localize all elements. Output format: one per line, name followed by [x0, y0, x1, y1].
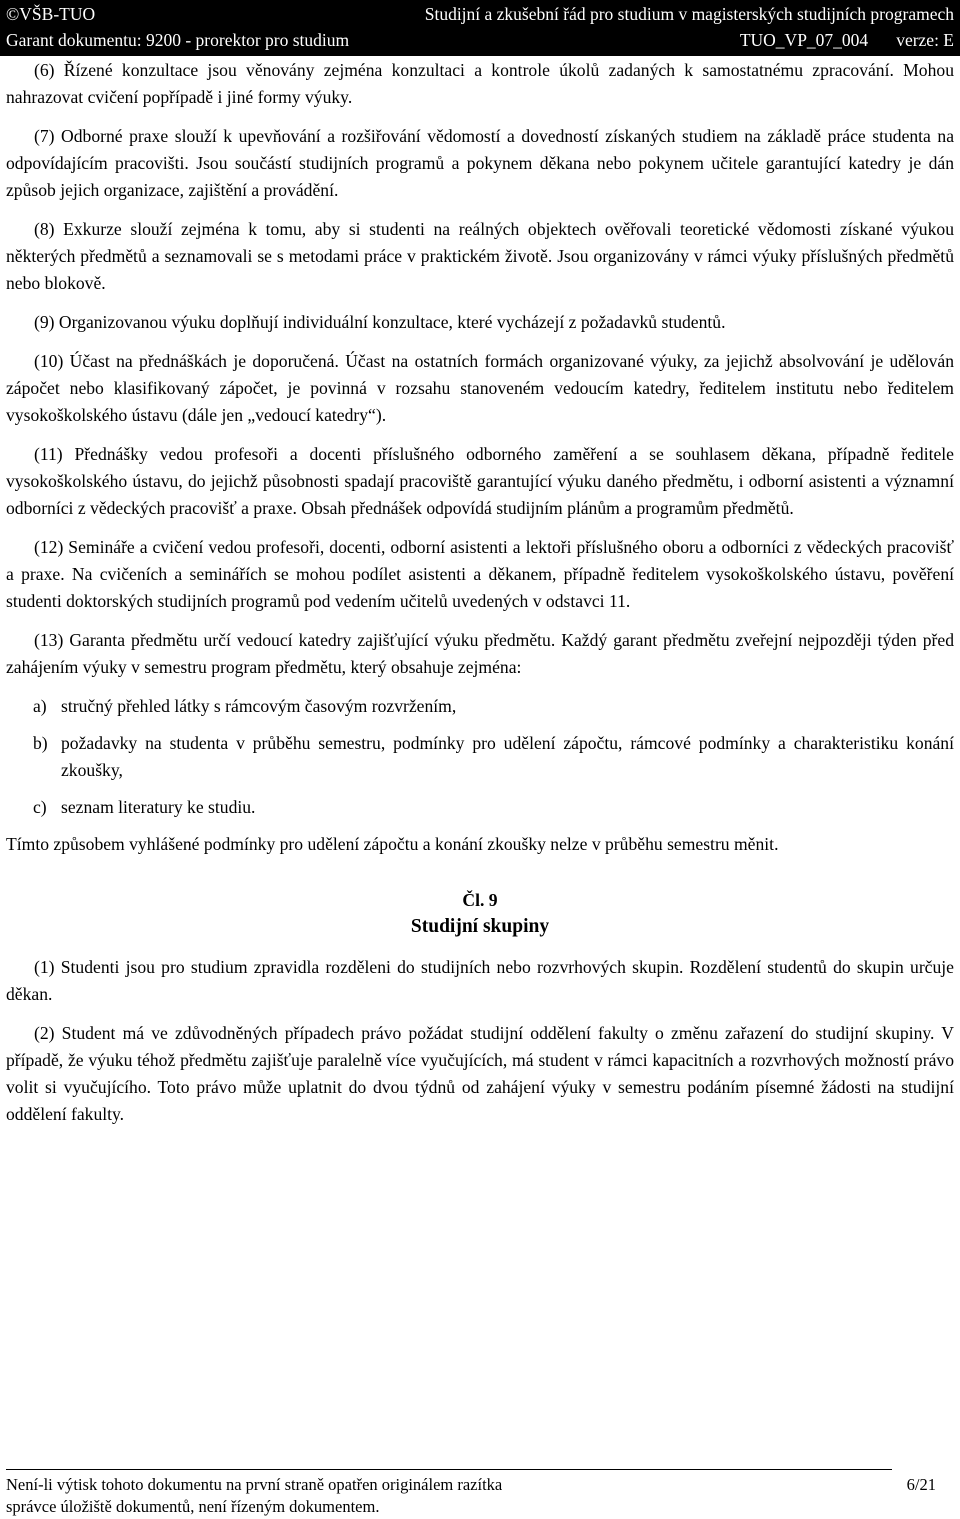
paragraph-10: (10) Účast na přednáškách je doporučená. Účast na ostatních formách organizované výuky, za jejichž absolvování je udělován zápočet nebo klasifikovaný zápočet, je povinná v rozsahu stanoveném vedoucím katedry, ředitelem institutu nebo ředitelem vysokoškolského ústavu (dále jen „vedoucí katedry“). — [6, 351, 954, 425]
document-footer — [6, 1474, 936, 1518]
article-number: Čl. 9 — [462, 890, 498, 910]
document-title: Studijní a zkušební řád pro studium v magisterských studijních programech — [424, 4, 954, 24]
paragraph-12: (12) Semináře a cvičení vedou profesoři, docenti, odborní asistenti a lektoři příslušného oboru a odborníci z vědeckých pracovišť a praxe. Na cvičeních a seminářích se mohou podílet asistenti a děkanem, případně ředitelem vysokoškolského ústavu, pověření studenti doktorských studijních programů pod vedením učitelů uvedených v odstavci 11. — [6, 537, 954, 611]
paragraph-7: (7) Odborné praxe slouží k upevňování a rozšiřování vědomostí a dovedností získaných studiem na základě práce studenta na odpovídajícím pracovišti. Jsou součástí studijních programů a pokynem děkana nebo pokynem učitele garantující katedry je dán způsob jejich organizace, zajištění a provádění. — [6, 126, 954, 200]
footer-notice-line-2: správce úložiště dokumentů, není řízeným dokumentem. — [6, 1497, 380, 1516]
list-item-text: stručný přehled látky s rámcovým časovým rozvržením, — [61, 696, 457, 716]
header-row-1 — [6, 2, 954, 26]
list-item-text: požadavky na studenta v průběhu semestru, podmínky pro udělení zápočtu, rámcové podmínky a charakteristiku konání zkoušky, — [61, 733, 954, 780]
article-9-paragraph-2: (2) Student má ve zdůvodněných případech právo požádat studijní oddělení fakulty o změnu zařazení do studijní skupiny. V případě, že výuku téhož předmětu zajišťuje paralelně více vyučujících, má student v rámci kapacitních a rozvrhových možností právo volit si vyučujícího. Toto právo může uplatnit do dvou týdnů od zahájení výuky v semestru podáním písemné žádosti na studijní oddělení fakulty. — [6, 1023, 954, 1124]
document-body — [6, 57, 954, 1140]
article-9-paragraph-1: (1) Studenti jsou pro studium zpravidla rozděleni do studijních nebo rozvrhových skupin. Rozdělení studentů do skupin určuje děkan. — [6, 957, 954, 1004]
copyright-label: ©VŠB-TUO — [6, 4, 96, 24]
paragraph-11: (11) Přednášky vedou profesoři a docenti příslušného odborného zaměření a se souhlasem děkana, případně ředitele vysokoškolského ústavu, do jejichž působnosti spadají pracoviště garantující výuku daného předmětu, i odborní asistenti a významní odborníci z vědeckých pracovišť a praxe. Obsah přednášek odpovídá studijním plánům a programům předmětů. — [6, 444, 954, 518]
page-number: 6/21 — [906, 1475, 936, 1494]
article-title: Studijní skupiny — [410, 916, 550, 937]
document-version: verze: E — [896, 30, 954, 50]
list-item-c — [6, 794, 954, 821]
list-marker: a) — [33, 696, 47, 716]
list-marker: c) — [33, 797, 47, 817]
paragraph-8: (8) Exkurze slouží zejména k tomu, aby si studenti na reálných objektech ověřovali teoretické vědomosti získané výukou některých předmětů a seznamovali se s metodami práce v praktickém životě. Jsou organizovány v rámci výuky příslušných předmětů nebo blokově. — [6, 219, 954, 293]
footer-notice-line-1: Není-li výtisk tohoto dokumentu na první straně opatřen originálem razítka — [6, 1475, 503, 1494]
paragraph-13: (13) Garanta předmětu určí vedoucí katedry zajišťující výuku předmětu. Každý garant předmětu zveřejní nejpozději týden před zahájením výuky v semestru program předmětu, který obsahuje zejména: — [6, 630, 954, 677]
paragraph-13-conclusion: Tímto způsobem vyhlášené podmínky pro udělení zápočtu a konání zkoušky nelze v průběhu semestru měnit. — [6, 834, 779, 854]
list-marker: b) — [33, 733, 48, 753]
document-code: TUO_VP_07_004 — [739, 30, 869, 50]
footer-divider — [6, 1469, 892, 1470]
paragraph-9: (9) Organizovanou výuku doplňují individuální konzultace, které vycházejí z požadavků studentů. — [34, 312, 726, 332]
document-code-version — [740, 28, 954, 52]
document-header — [0, 0, 960, 56]
document-guarantor: Garant dokumentu: 9200 - prorektor pro studium — [6, 30, 350, 50]
list-item-b — [6, 730, 954, 784]
list-item-a — [6, 693, 954, 720]
paragraph-6: (6) Řízené konzultace jsou věnovány zejména konzultaci a kontrole úkolů zadaných k samostatnému zpracování. Mohou nahrazovat cvičení popřípadě i jiné formy výuky. — [6, 60, 954, 107]
header-row-2 — [6, 28, 954, 52]
list-item-text: seznam literatury ke studiu. — [61, 797, 256, 817]
